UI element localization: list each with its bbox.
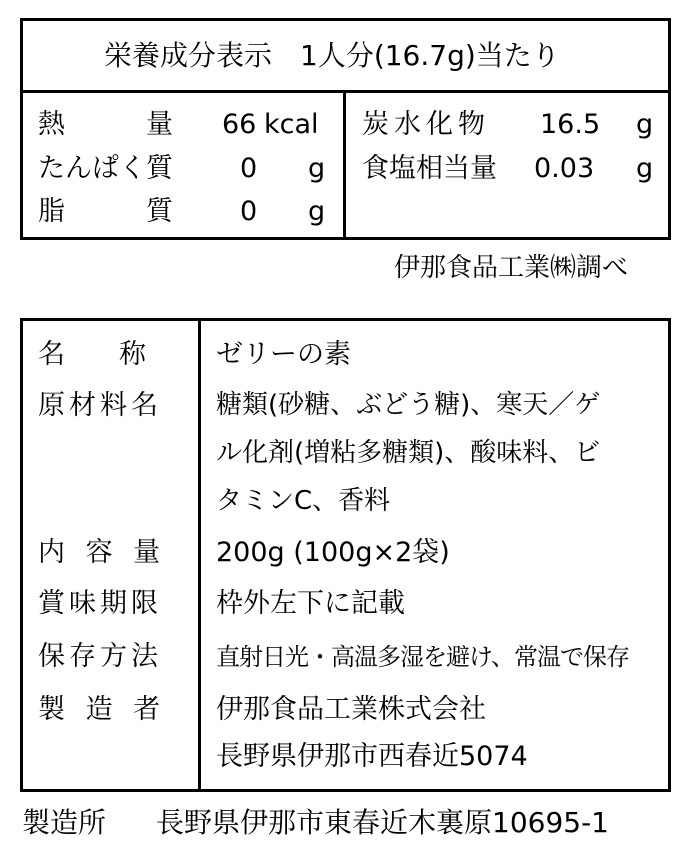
nutrient-unit-carbohydrate: g bbox=[636, 109, 654, 140]
label-key-ingredients: 原材料名 bbox=[38, 390, 162, 421]
nutrient-value-carbohydrate: 16.5 bbox=[540, 109, 601, 140]
nutrition-source: 伊那食品工業㈱調べ bbox=[394, 253, 629, 283]
nutrition-column-divider bbox=[343, 90, 346, 240]
nutrient-value-protein: 0 bbox=[240, 153, 258, 184]
nutrient-unit-fat: g bbox=[308, 196, 326, 227]
label-value-storage: 直射日光・高温多湿を避け、常温で保存 bbox=[216, 643, 630, 671]
label-key-manufacturer: 製 造 者 bbox=[38, 694, 167, 725]
nutrient-unit-energy: kcal bbox=[264, 109, 319, 140]
label-value-manufacturer-name: 伊那食品工業株式会社 bbox=[216, 694, 486, 725]
nutrient-unit-protein: g bbox=[308, 153, 326, 184]
nutrient-label-protein: たんぱく質 bbox=[38, 153, 173, 184]
label-key-storage: 保存方法 bbox=[38, 641, 162, 672]
label-key-best-before: 賞味期限 bbox=[38, 588, 162, 619]
label-key-name: 名 称 bbox=[38, 339, 146, 370]
factory-label: 製造所 bbox=[22, 806, 107, 839]
label-value-ingredients-line3: タミンC、香料 bbox=[216, 486, 391, 516]
nutrient-value-salt: 0.03 bbox=[534, 153, 595, 184]
label-value-ingredients-line2: ル化剤(増粘多糖類)、酸味料、ビ bbox=[216, 438, 601, 468]
nutrient-unit-salt: g bbox=[636, 153, 654, 184]
nutrient-label-fat: 脂 質 bbox=[38, 196, 173, 227]
label-column-divider bbox=[198, 318, 201, 792]
label-value-name: ゼリーの素 bbox=[216, 339, 351, 370]
nutrient-label-energy: 熱 量 bbox=[38, 109, 173, 140]
label-value-contents: 200g (100g×2袋) bbox=[216, 537, 450, 568]
factory-address: 長野県伊那市東春近木裏原10695-1 bbox=[156, 806, 609, 839]
nutrition-title: 栄養成分表示 1人分(16.7g)当たり bbox=[104, 39, 560, 72]
nutrient-value-fat: 0 bbox=[240, 196, 258, 227]
nutrient-label-carbohydrate: 炭水化物 bbox=[362, 109, 490, 140]
nutrient-label-salt: 食塩相当量 bbox=[362, 153, 497, 184]
nutrient-value-energy: 66 bbox=[222, 109, 257, 140]
label-value-best-before: 枠外左下に記載 bbox=[216, 588, 405, 619]
label-value-manufacturer-address: 長野県伊那市西春近5074 bbox=[216, 741, 528, 772]
label-value-ingredients-line1: 糖類(砂糖、ぶどう糖)、寒天／ゲ bbox=[216, 390, 601, 420]
label-key-contents: 内 容 量 bbox=[38, 537, 167, 568]
